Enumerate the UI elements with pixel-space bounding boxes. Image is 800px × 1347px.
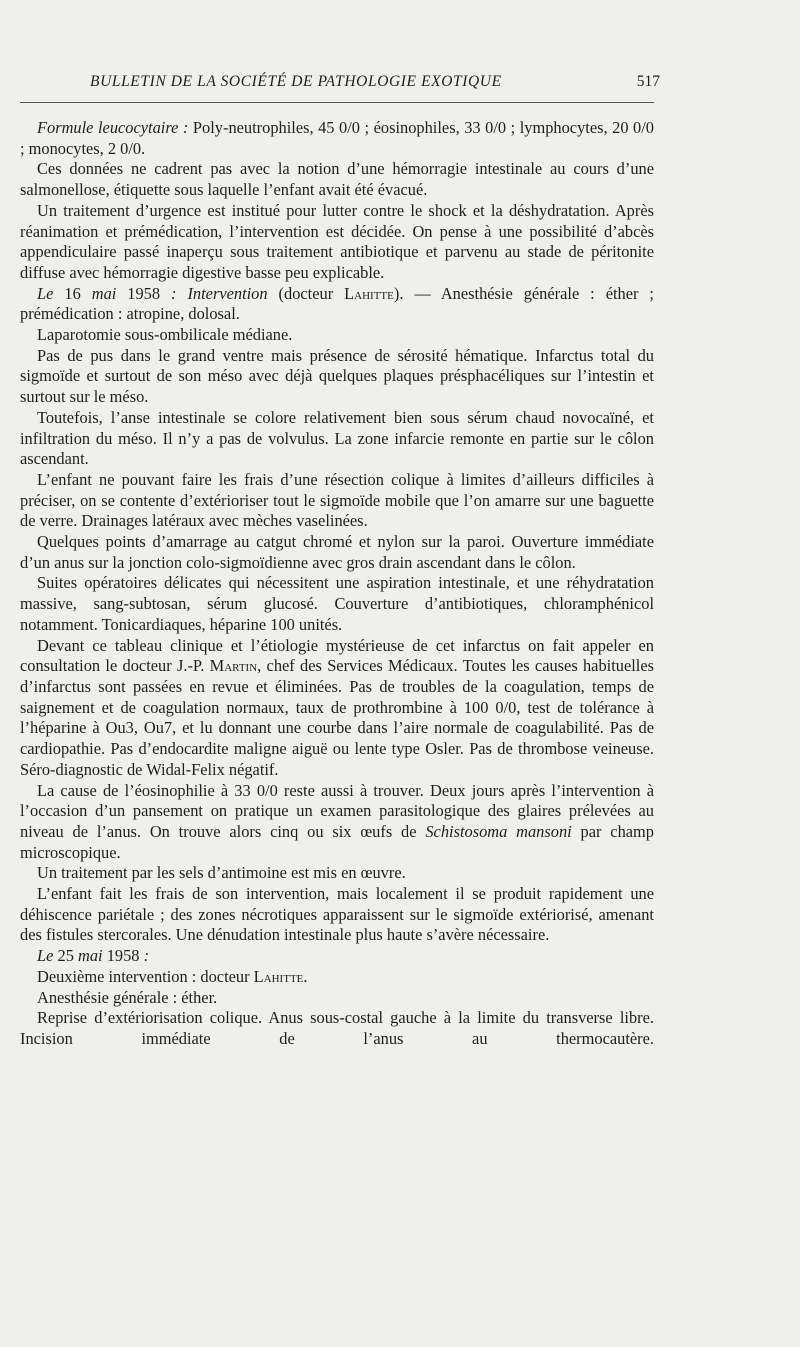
- paragraph-leucocyte-formula: Formule leucocytaire : Poly-neutrophiles, 45 0/0 ; éosinophiles, 33 0/0 ; lymphocytes, 20 0/0 ; monocytes, 2 0/0.: [20, 118, 654, 158]
- paragraph: Suites opératoires délicates qui nécessitent une aspiration intestinale, et une réhydratation massive, sang-subtosan, sérum glucosé. Couverture d’antibiotiques, chloramphénicol notamment. Tonicardiaques, héparine 100 unités.: [20, 573, 654, 634]
- paragraph: Toutefois, l’anse intestinale se colore relativement bien sous sérum chaud novocaïné, et infiltration du méso. Il n’y a pas de volvulus. La zone infarcie remonte en partie sur le côlon ascendant.: [20, 407, 654, 469]
- paragraph-first-intervention: Le 16 mai 1958 : Intervention (docteur Lahitte). — Anesthésie générale : éther ; prémédication : atropine, dolosal.: [20, 283, 654, 324]
- journal-title: BULLETIN DE LA SOCIÉTÉ DE PATHOLOGIE EXOTIQUE: [90, 73, 502, 90]
- paragraph-consultation: Devant ce tableau clinique et l’étiologie mystérieuse de cet infarctus on fait appeler en consultation le docteur J.-P. Martin, chef des Services Médicaux. Toutes les causes habituelles d’infarctus sont passées en revue et éliminées. Pas de troubles de la coagulation, temps de saignement et de coagulation normaux, taux de prothrombine à 100 0/0, test de tolérance à l’héparine à Ou3, Ou7, et lu donnant une courbe dans l’aire normale de coagulabilité. Pas de cardiopathie. Pas d’endocardite maligne aiguë ou lente type Osler. Pas de thrombose veineuse. Séro-diagnostic de Widal-Felix négatif.: [20, 635, 654, 779]
- paragraph: Pas de pus dans le grand ventre mais présence de sérosité hématique. Infarctus total du sigmoïde et surtout de son méso avec déjà quelques plaques présphacéliques sur l’intestin et surtout sur le méso.: [20, 345, 654, 407]
- paragraph-second-intervention: Deuxième intervention : docteur Lahitte.: [37, 966, 308, 986]
- paragraph: Un traitement par les sels d’antimoine est mis en œuvre.: [37, 863, 406, 883]
- header-rule: [20, 102, 654, 103]
- paragraph: Un traitement d’urgence est institué pour lutter contre le shock et la déshydratation. Après réanimation et prémédication, l’intervention est décidée. On pense à une possibilité d’abcès appendiculaire passé inaperçu sous traitement antibiotique et parvenu au stade de péritonite diffuse avec hémorragie digestive basse peu explicable.: [20, 200, 654, 282]
- paragraph: Reprise d’extériorisation colique. Anus sous-costal gauche à la limite du transverse libre. Incision immédiate de l’anus au thermocautère.: [20, 1008, 654, 1048]
- paragraph: Laparotomie sous-ombilicale médiane.: [37, 325, 293, 345]
- running-header: [90, 73, 660, 91]
- paragraph: Ces données ne cadrent pas avec la notion d’une hémorragie intestinale au cours d’une salmonellose, étiquette sous laquelle l’enfant avait été évacué.: [20, 159, 654, 200]
- paragraph: Anesthésie générale : éther.: [37, 987, 218, 1007]
- species-name: Schistosoma mansoni: [425, 821, 572, 841]
- surgeon-name: Lahitte: [344, 283, 394, 303]
- paragraph: L’enfant fait les frais de son intervention, mais localement il se produit rapidement une déhiscence pariétale ; des zones nécrotiques apparaissent sur le sigmoïde extériorisé, amenant des fistules stercorales. Une dénudation intestinale plus haute s’avère nécessaire.: [20, 884, 654, 945]
- paragraph: L’enfant ne pouvant faire les frais d’une résection colique à limites d’ailleurs difficiles à préciser, on se contente d’extérioriser tout le sigmoïde mobile que l’on amarre sur une baguette de verre. Drainages latéraux avec mèches vaselinées.: [20, 469, 654, 531]
- surgeon-name: Lahitte: [253, 966, 304, 986]
- article-body: [20, 118, 654, 1050]
- page-number: 517: [636, 73, 660, 90]
- paragraph-date: Le 25 mai 1958 :: [37, 946, 150, 966]
- paragraph-eosinophilia: La cause de l’éosinophilie à 33 0/0 reste aussi à trouver. Deux jours après l’intervention à l’occasion d’un pansement on pratique un examen parasitologique des glaires prélevées au niveau de l’anus. On trouve alors cinq ou six œufs de Schistosoma mansoni par champ microscopique.: [20, 780, 654, 862]
- paragraph: Quelques points d’amarrage au catgut chromé et nylon sur la paroi. Ouverture immédiate d’un anus sur la jonction colo-sigmoïdienne avec gros drain ascendant dans le côlon.: [20, 532, 654, 572]
- doctor-name: Martin: [209, 656, 258, 676]
